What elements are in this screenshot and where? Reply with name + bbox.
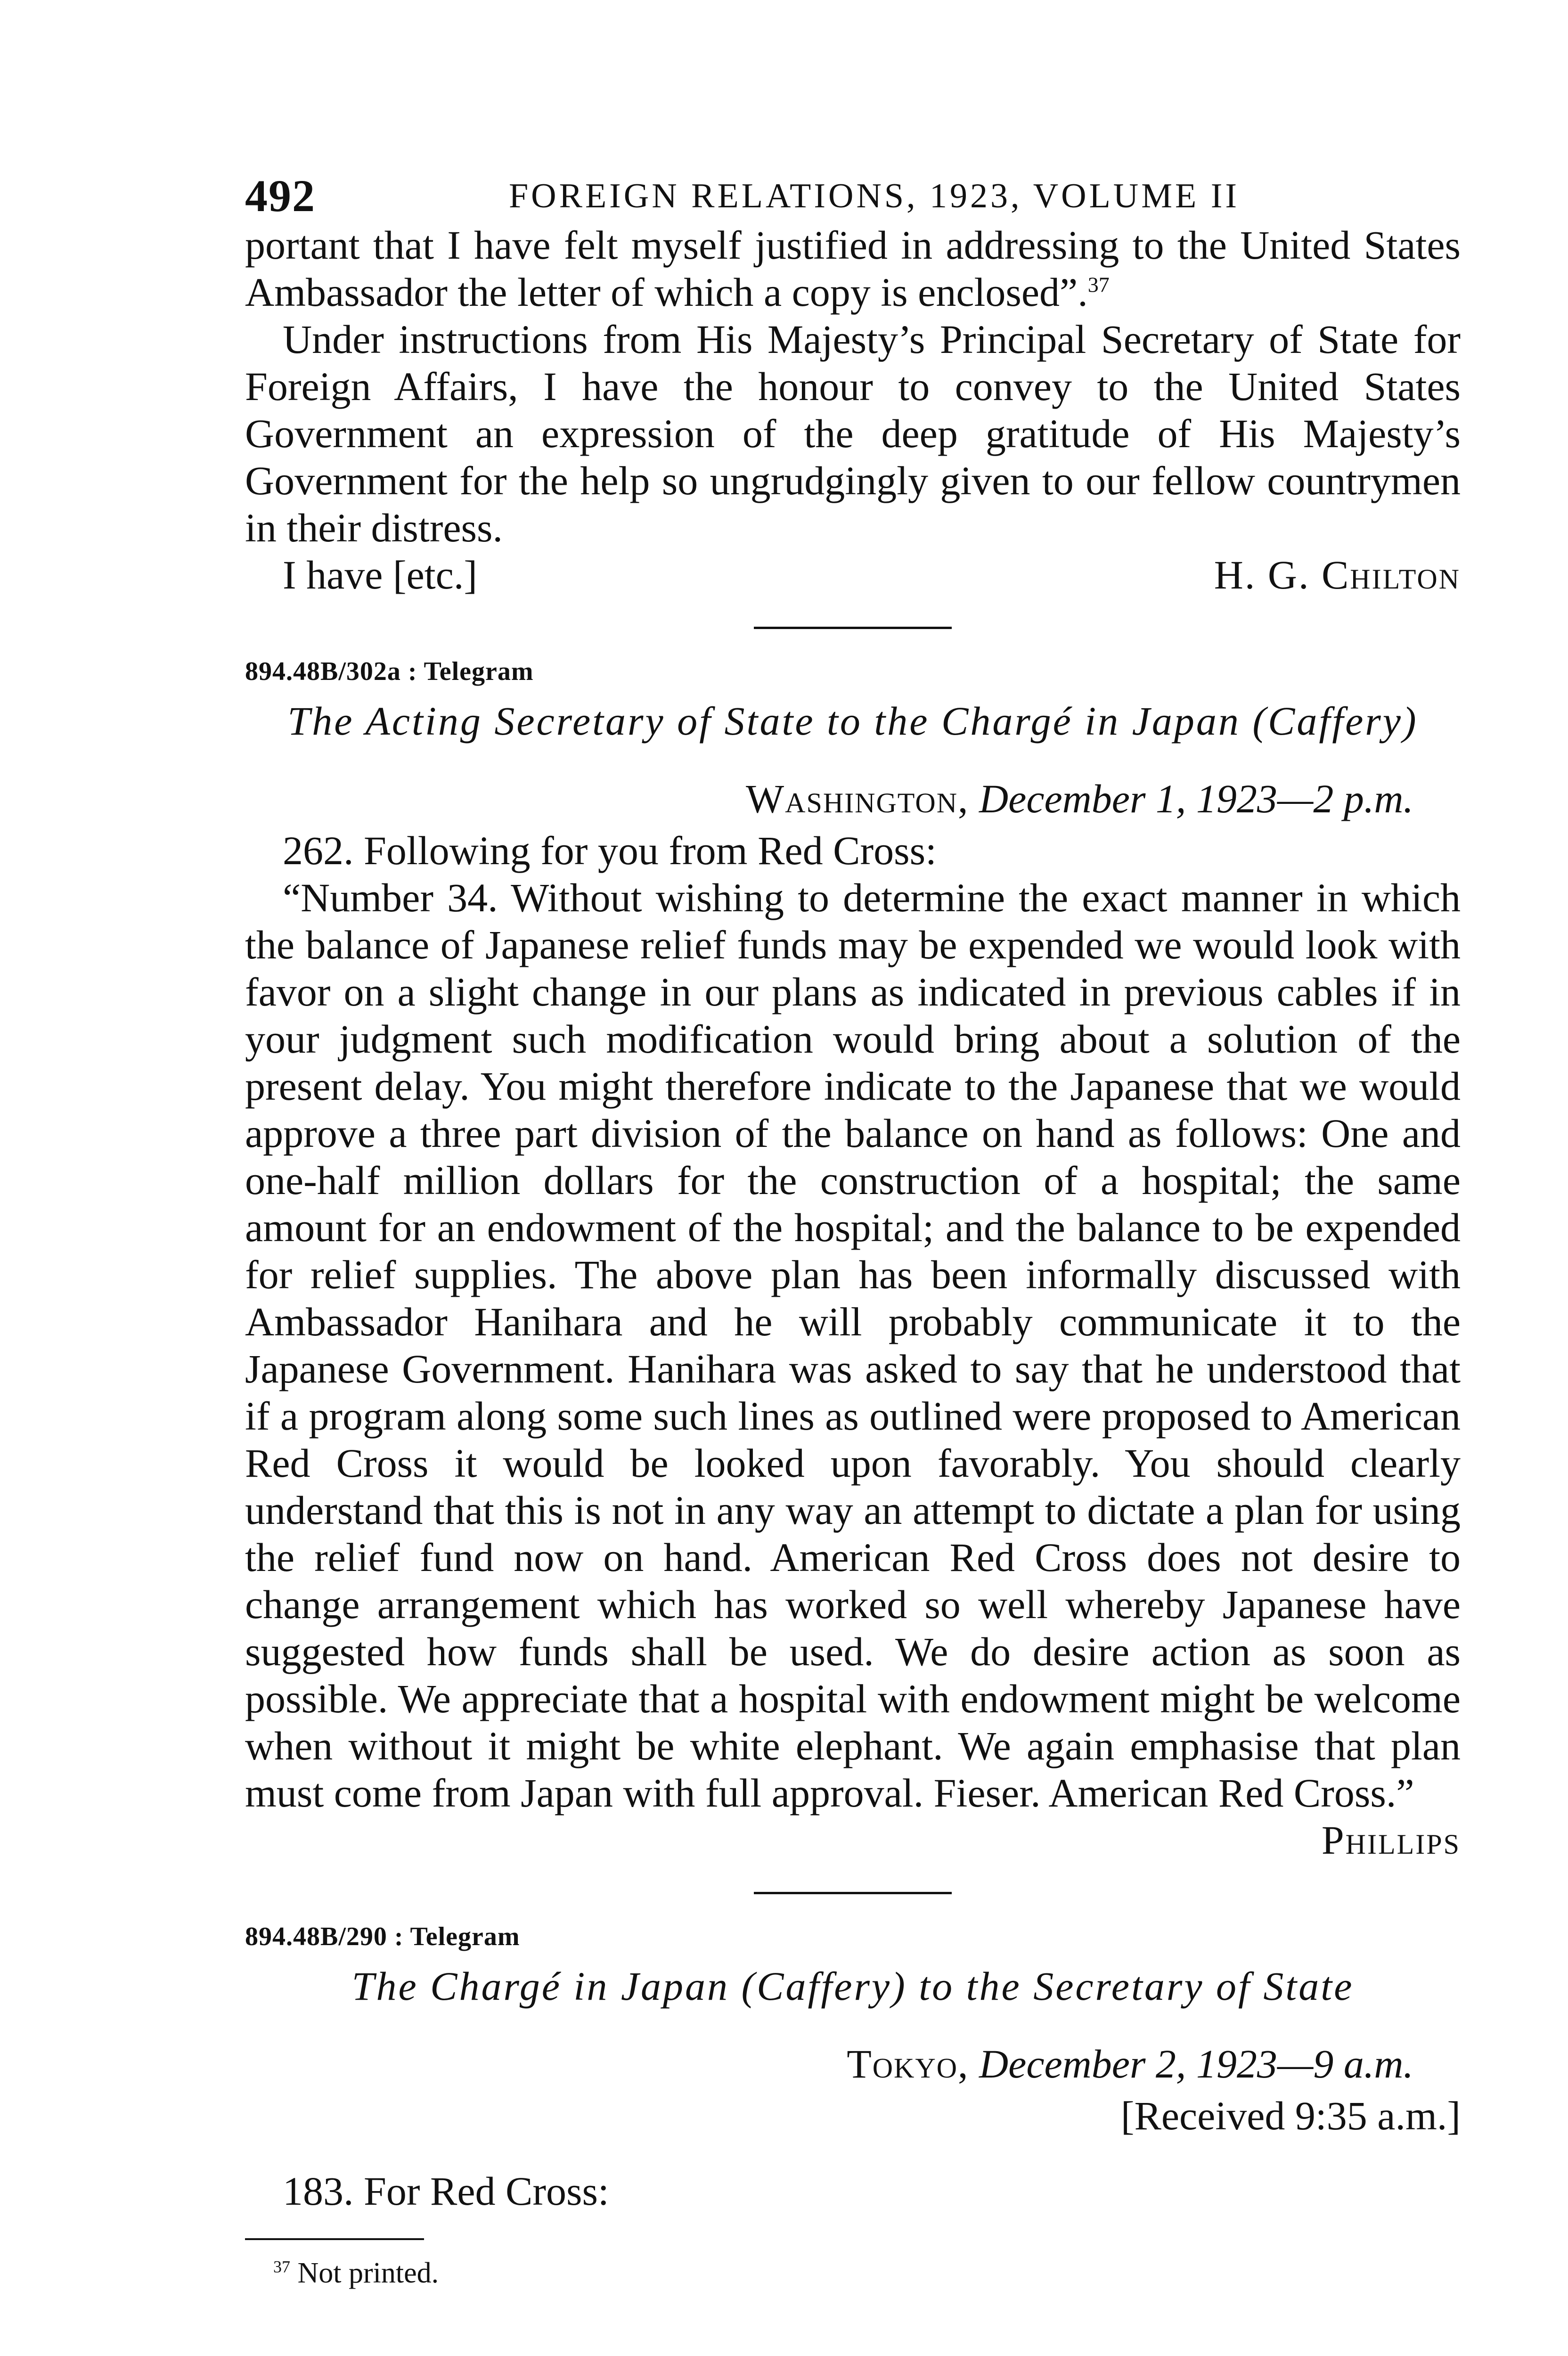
dateline-date: December 1, 1923—2 p.m.: [979, 776, 1413, 821]
telegram-intro: 183. For Red Cross:: [283, 2168, 609, 2214]
signature-chilton: H. G. Chilton: [1214, 552, 1461, 597]
letter-paragraph-text: portant that I have felt myself justified in addressing to the United States Ambassador the letter of which a copy is enclosed”.: [245, 222, 1461, 315]
footnote-reference: 37: [1087, 272, 1110, 297]
letter-paragraph-continued: [245, 221, 1461, 316]
section-divider: [754, 1892, 952, 1894]
footnote-text: Not printed.: [297, 2257, 439, 2289]
footnote-divider: [245, 2238, 424, 2240]
letter-paragraph-gratitude: Under instructions from His Majesty’s Principal Secretary of State for Foreign Affairs, I have the honour to convey to the United States Government an expression of the deep gratitude of His Majesty’s Government for the help so ungrudgingly given to our fellow countrymen in their distress.: [245, 317, 1461, 550]
dateline-city: Tokyo,: [847, 2041, 969, 2086]
file-reference: 894.48B/290 : Telegram: [245, 1922, 520, 1951]
document-heading: The Acting Secretary of State to the Chargé in Japan (Caffery): [287, 698, 1418, 744]
telegram-body: “Number 34. Without wishing to determine the exact manner in which the balance of Japanese relief funds may be expended we would look with favor on a slight change in our plans as indicated in previous cables if in your judgment such modification would bring about a solution of the present delay. You might therefore indicate to the Japanese that we would approve a three part division of the balance on hand as follows: One and one-half million dollars for the construction of a hospital; the same amount for an endowment of the hospital; and the balance to be expended for relief supplies. The above plan has been informally discussed with Ambassador Hanihara and he will probably communicate it to the Japanese Government. Hanihara was asked to say that he understood that if a program along some such lines as outlined were proposed to American Red Cross it would be looked upon favorably. You should clearly understand that this is not in any way an attempt to dictate a plan for using the relief fund now on hand. American Red Cross does not desire to change arrangement which has worked so well whereby Japanese have suggested how funds shall be used. We do desire action as soon as possible. We appreciate that a hospital with endowment might be welcome when without it might be white elephant. We again emphasise that plan must come from Japan with full approval. Fieser. American Red Cross.”: [245, 875, 1461, 1816]
dateline-date: December 2, 1923—9 a.m.: [979, 2041, 1413, 2086]
dateline: [245, 775, 1461, 822]
document-heading: The Chargé in Japan (Caffery) to the Secretary of State: [351, 1963, 1354, 2009]
telegram-intro: 262. Following for you from Red Cross:: [283, 828, 937, 873]
file-reference: 894.48B/302a : Telegram: [245, 657, 534, 686]
dateline-city: Washington,: [745, 776, 969, 821]
closing-row: [245, 551, 1461, 598]
page-number: 492: [245, 171, 316, 221]
footnote-mark: 37: [273, 2257, 290, 2276]
section-divider: [754, 627, 952, 629]
page-content: [245, 170, 1461, 2292]
footnote: [245, 2254, 1461, 2292]
running-title: FOREIGN RELATIONS, 1923, VOLUME II: [509, 177, 1240, 215]
running-head: [245, 170, 1461, 221]
closing-formula: I have [etc.]: [283, 552, 477, 597]
dateline: [245, 2040, 1461, 2087]
signature-phillips: Phillips: [1321, 1817, 1461, 1863]
received-time: [Received 9:35 a.m.]: [1120, 2093, 1461, 2138]
